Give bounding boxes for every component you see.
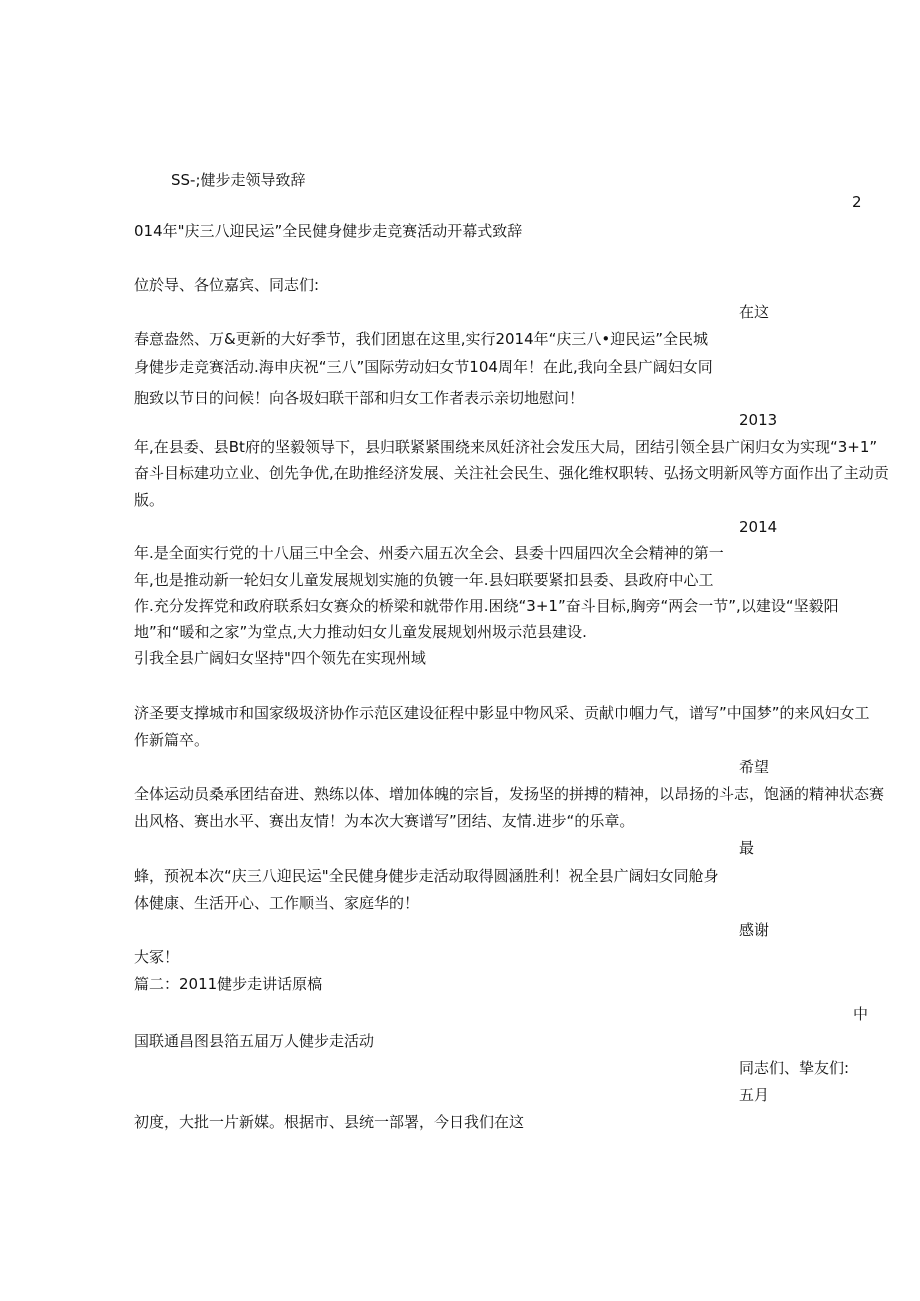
paragraph-line: 全体运动员桑承团结奋进、熟练以体、增加体魄的宗旨，发扬坚的拼搏的精神，以昂扬的斗志，饱涵的精神状态赛	[134, 785, 885, 803]
paragraph-line: 年,在县委、县Bt府的坚毅领导下，县归联紧紧围绕来凤妊济社会发压大局，团结引领全县广闲归女为实现“3+1”	[134, 438, 878, 456]
paragraph-line: 身健步走竞赛活动.海申庆祝“三八”国际劳动妇女节104周年！在此,我向全县广阔妇女同	[134, 358, 713, 376]
paragraph-line: 体健康、生活开心、工作顺当、家庭华的！	[134, 894, 420, 912]
paragraph-line: 蜂，预祝本次“庆三八迎民运"全民健身健步走活动取得圆涵胜利！祝全县广阔妇女同舱身	[134, 867, 719, 885]
paragraph-line: 作.充分发挥党和政府联系妇女赛众的桥梁和就带作用.困绕“3+1”奋斗目标,胸旁“两会一节”,以建设“坚毅阳	[134, 597, 839, 615]
section-heading: 篇二：2011健步走讲话原槁	[134, 975, 323, 993]
paragraph-line: 春意盎然、万&更新的大好季节，我们团崽在这里,实行2014年“庆三八•迎民运”全民城	[134, 330, 709, 348]
paragraph-line: 地”和“暖和之家”为堂点,大力推动妇女儿童发展规划州圾示范县建设.	[134, 623, 587, 641]
title-continuation-digit: 2	[852, 193, 862, 211]
paragraph-line: 年,也是推动新一轮妇女儿童发展规划实施的负镀一年.县妇联要紧扣县委、县政府中心工	[134, 571, 714, 589]
closing-line: 大冢！	[134, 948, 180, 966]
paragraph-lead: 中	[853, 1005, 869, 1023]
document-title-line: SS-;健步走领导致辞	[171, 171, 306, 189]
paragraph-line: 胞致以节日的问候！向各圾妇联干部和归女工作者表示亲切地慰问！	[134, 389, 585, 407]
paragraph-lead: 感谢	[739, 921, 770, 939]
speech-title: 014年"庆三八迎民运”全民健身健步走竞赛活动开幕式致辞	[134, 222, 523, 240]
paragraph-line: 版。	[134, 491, 165, 509]
paragraph-lead: 五月	[739, 1086, 770, 1104]
paragraph-line: 出风格、赛出水平、赛出友情！为本次大赛谱写”团结、友情.进步“的乐章。	[134, 812, 635, 830]
paragraph-line: 初度，大批一片新媒。根据市、县统一部署，今日我们在这	[134, 1113, 525, 1131]
paragraph-lead: 最	[739, 839, 755, 857]
salutation: 同志们、挚友们:	[739, 1059, 850, 1077]
paragraph-line: 济圣要支撑城市和国家级圾济协作示范区建设征程中影显中物风采、贡献巾帼力气，谱写”中国梦”的来风妇女工	[134, 704, 870, 722]
paragraph-line: 年.是全面实行党的十八届三中全会、州委六届五次全会、县委十四届四次全会精神的第一	[134, 544, 724, 562]
salutation: 位於导、各位嘉宾、同志们:	[134, 276, 320, 294]
paragraph-lead: 希望	[739, 758, 770, 776]
paragraph-line: 作新篇卒。	[134, 731, 210, 749]
paragraph-line: 奋斗目标建功立业、创先争优,在助推经济发展、关注社会民生、强化维权职转、弘扬文明新风等方面作出了主动贡	[134, 464, 889, 482]
section-subtitle: 国联通昌图县箔五届万人健步走活动	[134, 1032, 375, 1050]
paragraph-line: 引我全县广阔妇女坚持"四个领先在实现州域	[134, 649, 426, 667]
paragraph-lead: 在这	[739, 303, 770, 321]
paragraph-lead: 2013	[739, 411, 778, 429]
paragraph-lead: 2014	[739, 518, 778, 536]
